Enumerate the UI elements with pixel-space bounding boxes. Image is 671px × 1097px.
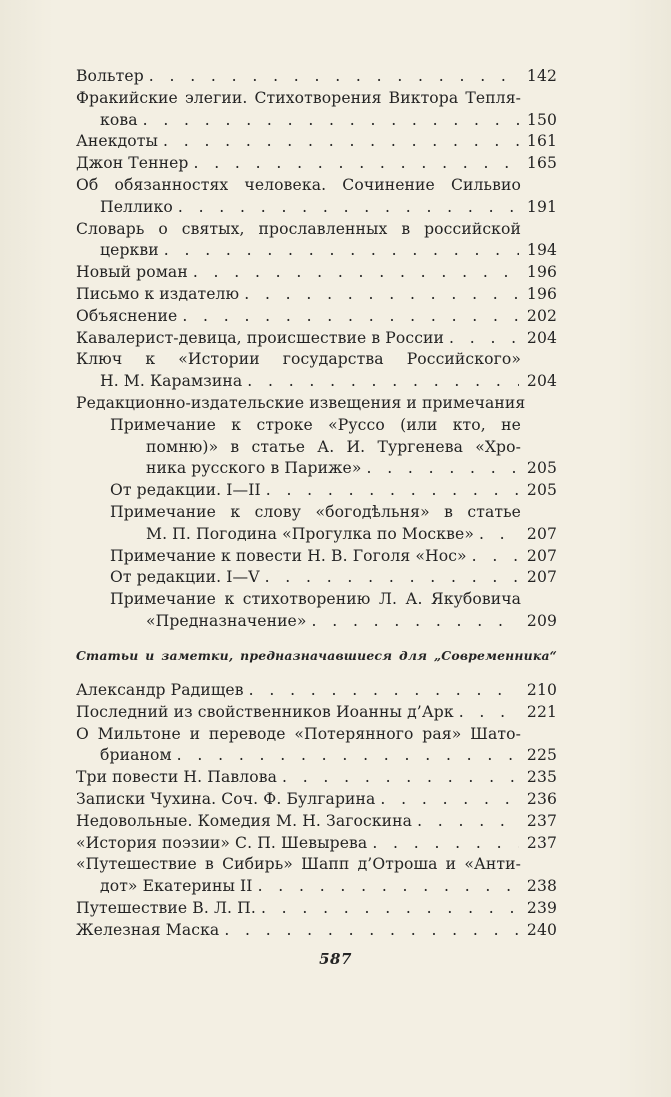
leader-dots [312, 611, 519, 633]
page-number: 235 [526, 768, 557, 787]
page-number: 205 [526, 481, 557, 500]
toc-subentry [76, 502, 557, 546]
entry-title: Недовольные. Комедия М. Н. Загоскина [76, 811, 413, 830]
leader-dots [472, 546, 519, 568]
toc-entry [76, 811, 557, 833]
editorial-heading-text: Редакционно-издательские извещения и примечания [76, 393, 526, 412]
toc-entry [76, 262, 557, 284]
page-number: 236 [526, 789, 557, 808]
entry-title: Анекдоты [76, 132, 159, 151]
page-number: 142 [526, 67, 557, 85]
leader-dots [177, 745, 519, 767]
toc-entry [76, 328, 557, 350]
leader-dots [282, 767, 519, 789]
toc-entry [76, 854, 557, 898]
page-number: 202 [526, 306, 557, 325]
entry-title: Александр Радищев [76, 681, 244, 699]
entry-title-line: брианом [100, 746, 172, 765]
toc-entry [76, 88, 557, 132]
toc-section-1 [76, 66, 557, 633]
leader-dots [261, 898, 519, 920]
page-number: 225 [526, 746, 557, 765]
page-number: 240 [526, 920, 557, 939]
leader-dots [194, 153, 520, 175]
entry-title-line: «Предназначение» [146, 611, 307, 630]
toc-entry [76, 920, 557, 942]
entry-title: Три повести Н. Павлова [76, 768, 277, 787]
leader-dots [244, 284, 519, 306]
leader-dots [163, 131, 519, 153]
toc-entry [76, 306, 557, 328]
entry-title: «История поэзии» С. П. Шевырева [76, 833, 368, 852]
leader-dots [449, 328, 519, 350]
leader-dots [366, 458, 519, 480]
page-number: 207 [526, 546, 557, 565]
page-number: 150 [526, 110, 557, 129]
toc-entry [76, 66, 557, 88]
entry-title: Новый роман [76, 263, 188, 282]
leader-dots [149, 66, 519, 88]
toc-subentry [76, 415, 557, 480]
entry-title: Путешествие В. Л. П. [76, 898, 256, 917]
entry-title: Записки Чухина. Соч. Ф. Булгарина [76, 789, 376, 808]
entry-title-line: ника русского в Париже» [146, 459, 362, 478]
leader-dots [459, 702, 519, 724]
toc-entry [76, 833, 557, 855]
page-number: 207 [526, 524, 557, 543]
entry-title-line: Примечание к стихотворению Л. А. Якубовича [110, 590, 521, 609]
page-number: 194 [526, 241, 557, 260]
entry-title-line: Словарь о святых, прославленных в российской [76, 219, 521, 238]
leader-dots [249, 680, 519, 702]
entry-title-line: Об обязанностях человека. Сочинение Сильвио [76, 175, 521, 194]
leader-dots [182, 306, 519, 328]
page-number: 204 [526, 372, 557, 391]
toc-entry [76, 724, 557, 768]
page-number: 165 [526, 154, 557, 173]
leader-dots [479, 524, 519, 546]
entry-title-line: Примечание к строке «Руссо (или кто, не [110, 415, 521, 434]
entry-title: Джон Теннер [76, 154, 189, 173]
toc-entry [76, 131, 557, 153]
toc-entry [76, 767, 557, 789]
toc-subentry [76, 567, 557, 589]
entry-title-line: церкви [100, 241, 159, 260]
page-number: 196 [526, 263, 557, 282]
toc-entry [76, 219, 557, 263]
toc-entry [76, 175, 557, 219]
toc-entry [76, 284, 557, 306]
entry-title-line: дот» Екатерины II [100, 877, 253, 896]
leader-dots [178, 197, 519, 219]
entry-title: Примечание к повести Н. В. Гоголя «Нос» [110, 546, 467, 565]
toc-entry [76, 349, 557, 393]
leader-dots [372, 833, 519, 855]
entry-title-line: О Мильтоне и переводе «Потерянного рая» Шато- [76, 724, 521, 743]
page-folio: 587 [319, 950, 352, 968]
entry-title-line: «Путешествие в Сибирь» Шапп д’Отроша и «Анти- [76, 855, 521, 874]
leader-dots [247, 371, 519, 393]
page-number: 221 [526, 702, 557, 721]
editorial-heading [76, 393, 557, 415]
toc-entry [76, 153, 557, 175]
leader-dots [143, 110, 519, 132]
entry-title: Вольтер [76, 67, 144, 85]
page-number: 196 [526, 284, 557, 303]
page-number: 238 [526, 877, 557, 896]
page-number: 207 [526, 568, 557, 587]
entry-title-line: Ключ к «Истории государства Российского» [76, 350, 521, 369]
toc-subentry [76, 480, 557, 502]
page-number: 191 [526, 197, 557, 216]
page-number: 237 [526, 833, 557, 852]
leader-dots [193, 262, 519, 284]
entry-title-line: Пеллико [100, 197, 173, 216]
page-number: 161 [526, 132, 557, 151]
toc-entry [76, 898, 557, 920]
toc-entry [76, 789, 557, 811]
leader-dots [266, 480, 519, 502]
toc-entry [76, 702, 557, 724]
entry-title-line: помню)» в статье А. И. Тургенева «Хро- [146, 437, 521, 456]
toc-section-2 [76, 680, 557, 942]
entry-title: Кавалерист-девица, происшествие в России [76, 328, 445, 347]
entry-title-line: Фракийские элегии. Стихотворения Виктора Тепля- [76, 88, 521, 107]
entry-title: Письмо к издателю [76, 284, 240, 303]
entry-title: Объяснение [76, 306, 178, 325]
entry-title: Последний из свойственников Иоанны д’Арк [76, 702, 454, 721]
leader-dots [224, 920, 519, 942]
leader-dots [258, 876, 519, 898]
page-number: 237 [526, 811, 557, 830]
entry-title-line: Н. М. Карамзина [100, 372, 243, 391]
toc-entry [76, 680, 557, 702]
toc-subentry [76, 589, 557, 633]
leader-dots [265, 567, 519, 589]
entry-title: Железная Маска [76, 920, 220, 939]
page-number: 239 [526, 898, 557, 917]
entry-title-line: кова [100, 110, 138, 129]
entry-title-line: Примечание к слову «богодѣльня» в статье [110, 502, 521, 521]
leader-dots [417, 811, 519, 833]
entry-title: От редакции. I—V [110, 568, 260, 587]
page-number: 204 [526, 328, 557, 347]
leader-dots [164, 240, 519, 262]
section-heading: Статьи и заметки, предназначавшиеся для „Современника“ [76, 648, 557, 663]
toc-subentry [76, 546, 557, 568]
leader-dots [380, 789, 519, 811]
page-number: 209 [526, 611, 557, 630]
entry-title-line: М. П. Погодина «Прогулка по Москве» [146, 524, 474, 543]
page-number: 205 [526, 459, 557, 478]
entry-title: От редакции. I—II [110, 481, 261, 500]
page-number: 210 [526, 681, 557, 699]
